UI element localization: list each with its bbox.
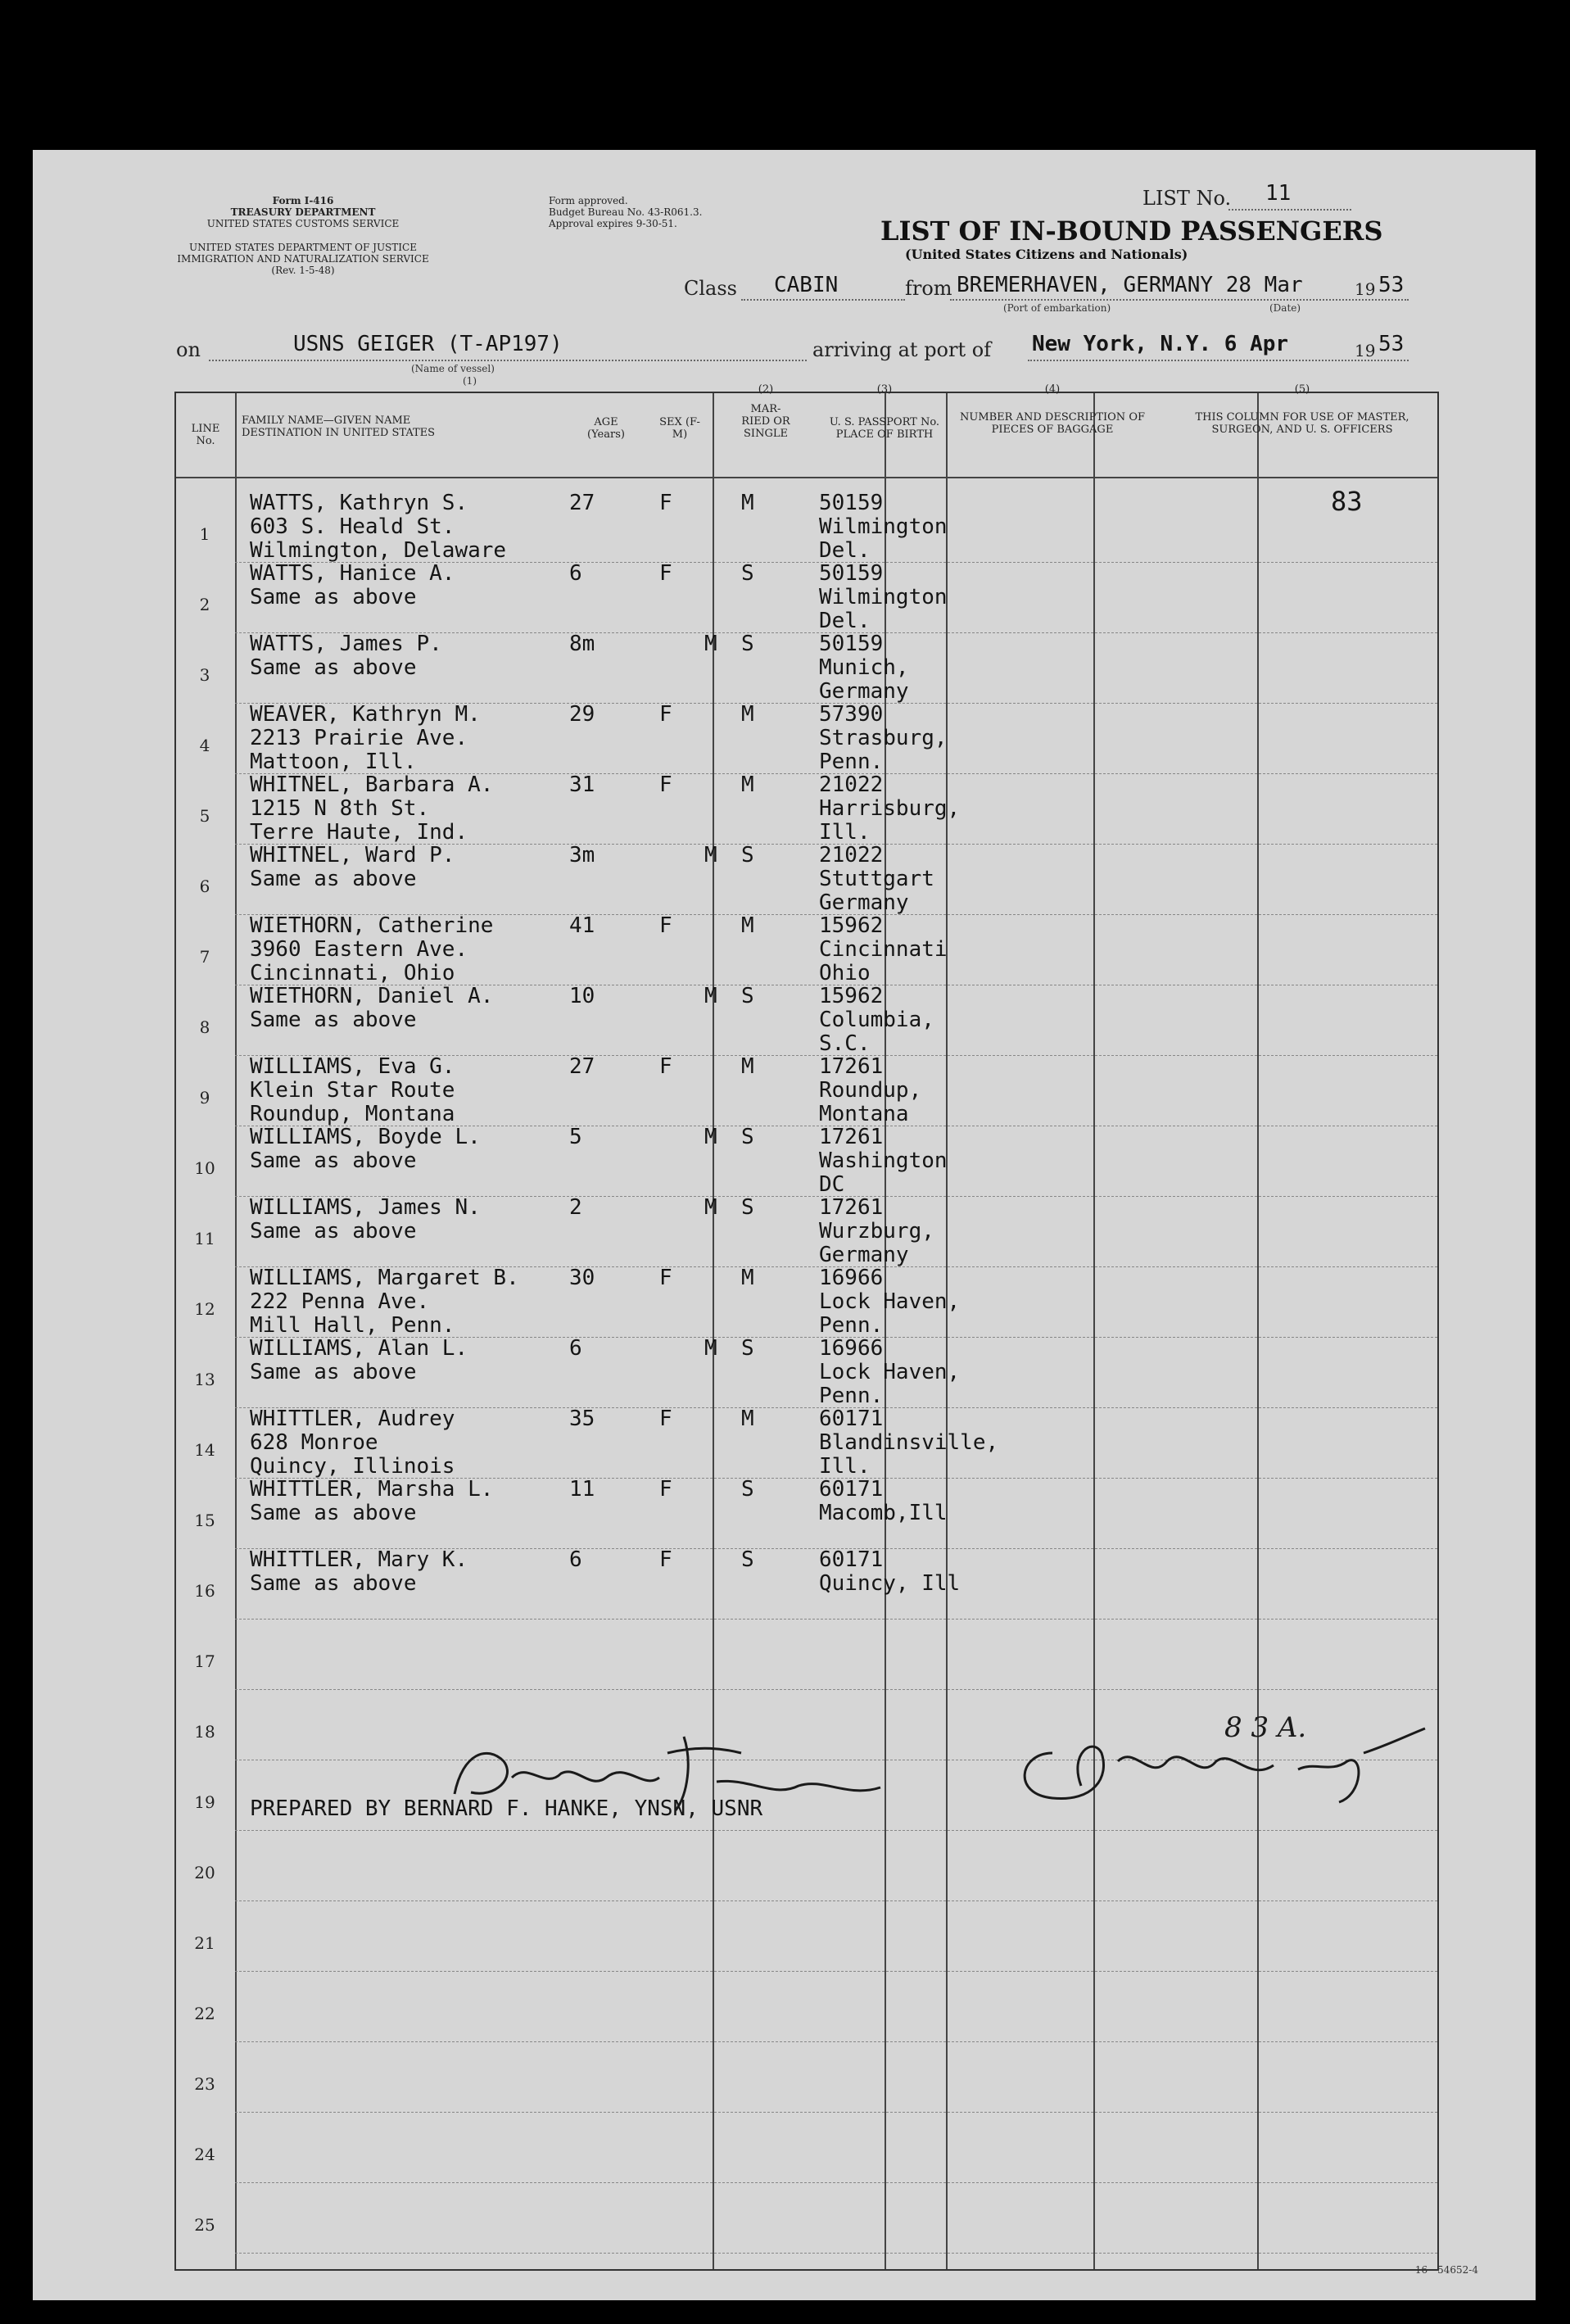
passenger-passport: 17261 Washington DC — [819, 1125, 948, 1197]
list-number: 11 — [1265, 181, 1292, 206]
passenger-passport: 15962 Columbia, S.C. — [819, 984, 934, 1056]
passenger-marital-status: S — [741, 632, 754, 656]
passenger-age: 27 — [569, 491, 595, 515]
col-header-passport-number: (3) — [876, 383, 893, 396]
col-divider — [235, 393, 237, 2269]
passenger-passport: 21022 Stuttgart Germany — [819, 843, 934, 915]
line-number: 20 — [194, 1863, 215, 1882]
passenger-age: 8m — [569, 632, 595, 656]
arrival-value: New York, N.Y. 6 Apr — [1032, 332, 1289, 356]
passenger-sex: F — [659, 1054, 672, 1079]
col-header-passport: U. S. PASSPORT No. PLACE OF BIRTH — [829, 416, 940, 441]
passenger-marital-status: M — [741, 491, 754, 515]
passenger-sex: F — [659, 913, 672, 938]
vessel-col-number: (1) — [463, 375, 477, 387]
passenger-passport: 60171 Blandinsville, Ill. — [819, 1407, 999, 1479]
passenger-passport: 50159 Wilmington Del. — [819, 561, 948, 633]
passenger-age: 31 — [569, 772, 595, 797]
col-header-married: MAR- RIED OR SINGLE — [741, 403, 790, 440]
passenger-marital-status: S — [741, 1477, 754, 1502]
justice-dept: UNITED STATES DEPARTMENT OF JUSTICE — [189, 242, 417, 253]
passenger-name: WHITNEL, Ward P. Same as above — [250, 843, 455, 891]
embarkation-year: 53 — [1378, 273, 1405, 297]
page-title: LIST OF IN-BOUND PASSENGERS — [880, 215, 1383, 247]
passenger-marital-status: S — [741, 561, 754, 586]
line-number: 18 — [194, 1722, 215, 1742]
passenger-sex: M — [704, 843, 717, 868]
passenger-marital-status: S — [741, 1336, 754, 1361]
arriving-label: arriving at port of — [812, 338, 992, 361]
passenger-marital-status: M — [741, 702, 754, 727]
passenger-age: 27 — [569, 1054, 595, 1079]
line-number: 2 — [199, 595, 210, 614]
budget-bureau: Budget Bureau No. 43-R061.3. — [549, 206, 703, 218]
row-rule — [235, 1971, 1437, 1972]
row-rule — [235, 2112, 1437, 2113]
prepared-by: PREPARED BY BERNARD F. HANKE, YNSN, USNR — [250, 1796, 763, 1821]
form-approved: Form approved. — [549, 195, 628, 206]
passenger-passport: 50159 Wilmington Del. — [819, 491, 948, 563]
col-header-officers-number: (5) — [1294, 383, 1310, 396]
officer-note: 83 — [1331, 486, 1363, 517]
passenger-marital-status: M — [741, 1054, 754, 1079]
passenger-list-page — [33, 150, 1536, 2300]
line-number: 24 — [194, 2145, 215, 2164]
line-number: 23 — [194, 2074, 215, 2094]
passenger-marital-status: M — [741, 913, 754, 938]
passenger-age: 35 — [569, 1407, 595, 1431]
line-number: 4 — [199, 736, 210, 755]
line-number: 22 — [194, 2004, 215, 2023]
passenger-sex: M — [704, 632, 717, 656]
row-rule — [235, 1900, 1437, 1901]
customs-service: UNITED STATES CUSTOMS SERVICE — [206, 218, 400, 229]
arrival-year-prefix: 19 — [1355, 341, 1376, 360]
officer-initials: 8 3 A. — [1224, 1711, 1307, 1744]
line-number: 12 — [194, 1299, 215, 1319]
passenger-marital-status: M — [741, 1266, 754, 1290]
passenger-passport: 21022 Harrisburg, Ill. — [819, 772, 961, 845]
class-value: CABIN — [774, 273, 839, 297]
passenger-age: 6 — [569, 1547, 582, 1572]
passenger-passport: 17261 Roundup, Montana — [819, 1054, 922, 1126]
form-number: Form I-416 — [272, 195, 334, 206]
year-prefix: 19 — [1355, 279, 1376, 299]
col-header-line: LINE No. — [191, 423, 220, 447]
passenger-name: WHITTLER, Mary K. Same as above — [250, 1547, 468, 1596]
row-rule — [235, 2041, 1437, 2042]
passenger-age: 30 — [569, 1266, 595, 1290]
col-divider — [1257, 393, 1259, 2269]
passenger-name: WHITTLER, Audrey 628 Monroe Quincy, Illinois — [250, 1407, 455, 1479]
embarkation-value: BREMERHAVEN, GERMANY 28 Mar — [957, 273, 1303, 297]
passenger-name: WILLIAMS, Eva G. Klein Star Route Roundup, Montana — [250, 1054, 455, 1126]
passenger-passport: 50159 Munich, Germany — [819, 632, 909, 704]
line-number: 6 — [199, 877, 210, 896]
page-subtitle: (United States Citizens and Nationals) — [905, 247, 1188, 262]
form-agencies — [172, 195, 434, 229]
passenger-age: 5 — [569, 1125, 582, 1149]
passenger-name: WHITNEL, Barbara A. 1215 N 8th St. Terre Haute, Ind. — [250, 772, 494, 845]
passenger-sex: F — [659, 561, 672, 586]
line-number: 11 — [194, 1229, 215, 1248]
line-number: 7 — [199, 947, 210, 967]
line-number: 25 — [194, 2215, 215, 2235]
passenger-sex: F — [659, 702, 672, 727]
passenger-passport: 16966 Lock Haven, Penn. — [819, 1336, 961, 1408]
passenger-name: WHITTLER, Marsha L. Same as above — [250, 1477, 494, 1525]
passenger-sex: F — [659, 1266, 672, 1290]
passenger-marital-status: S — [741, 984, 754, 1008]
col-divider — [713, 393, 714, 2269]
passenger-name: WATTS, James P. Same as above — [250, 632, 442, 680]
treasury-dept: TREASURY DEPARTMENT — [230, 206, 376, 218]
passenger-name: WIETHORN, Catherine 3960 Eastern Ave. Cincinnati, Ohio — [250, 913, 494, 985]
passenger-sex: F — [659, 772, 672, 797]
from-label: from — [905, 277, 952, 300]
passenger-name: WATTS, Kathryn S. 603 S. Heald St. Wilmington, Delaware — [250, 491, 507, 563]
class-line — [741, 299, 905, 301]
date-caption: (Date) — [1269, 302, 1301, 314]
passenger-passport: 17261 Wurzburg, Germany — [819, 1195, 934, 1267]
line-number: 5 — [199, 806, 210, 826]
passenger-sex: F — [659, 1547, 672, 1572]
arrival-year: 53 — [1378, 332, 1405, 356]
passenger-marital-status: S — [741, 1125, 754, 1149]
class-label: Class — [684, 277, 737, 300]
passenger-name: WIETHORN, Daniel A. Same as above — [250, 984, 494, 1032]
passenger-name: WILLIAMS, Margaret B. 222 Penna Ave. Mill Hall, Penn. — [250, 1266, 519, 1338]
passenger-age: 6 — [569, 561, 582, 586]
line-number: 9 — [199, 1088, 210, 1108]
col-header-baggage-number: (4) — [1044, 383, 1061, 396]
passenger-age: 3m — [569, 843, 595, 868]
immigration-service: IMMIGRATION AND NATURALIZATION SERVICE — [177, 253, 429, 265]
passenger-passport: 57390 Strasburg, Penn. — [819, 702, 948, 774]
line-number: 1 — [199, 524, 210, 544]
vessel-line — [209, 360, 807, 361]
signature-hanke — [438, 1728, 897, 1819]
on-label: on — [176, 338, 201, 361]
col-header-married-number: (2) — [758, 383, 774, 396]
col-header-officers: THIS COLUMN FOR USE OF MASTER, SURGEON, AND U. S. OFFICERS — [1195, 411, 1409, 436]
col-header-name: FAMILY NAME—GIVEN NAME DESTINATION IN UNITED STATES — [242, 415, 436, 439]
passenger-sex: F — [659, 1477, 672, 1502]
passenger-marital-status: S — [741, 843, 754, 868]
form-code: 16—54652-4 — [1414, 2264, 1478, 2276]
passenger-passport: 60171 Quincy, Ill — [819, 1547, 961, 1596]
passenger-marital-status: M — [741, 772, 754, 797]
header-divider — [176, 477, 1437, 478]
col-divider — [1093, 393, 1095, 2269]
line-number: 15 — [194, 1511, 215, 1530]
passenger-age: 29 — [569, 702, 595, 727]
col-header-sex: SEX (F-M) — [659, 416, 700, 441]
passenger-sex: F — [659, 1407, 672, 1431]
col-header-baggage: NUMBER AND DESCRIPTION OF PIECES OF BAGGAGE — [959, 411, 1145, 436]
passenger-marital-status: S — [741, 1195, 754, 1220]
line-number: 14 — [194, 1440, 215, 1460]
from-line — [950, 299, 1409, 301]
form-revision: (Rev. 1-5-48) — [271, 265, 335, 276]
passenger-name: WILLIAMS, Boyde L. Same as above — [250, 1125, 481, 1173]
line-number: 3 — [199, 665, 210, 685]
passenger-sex: M — [704, 1336, 717, 1361]
passenger-marital-status: S — [741, 1547, 754, 1572]
approval-expires: Approval expires 9-30-51. — [549, 218, 677, 229]
passenger-table — [174, 383, 1439, 2271]
passenger-sex: M — [704, 1125, 717, 1149]
passenger-age: 2 — [569, 1195, 582, 1220]
col-header-age: AGE (Years) — [587, 416, 625, 441]
passenger-name: WATTS, Hanice A. Same as above — [250, 561, 455, 609]
passenger-age: 11 — [569, 1477, 595, 1502]
port-caption: (Port of embarkation) — [1003, 302, 1111, 314]
row-rule — [235, 2253, 1437, 2254]
row-rule — [235, 1830, 1437, 1831]
approval-block — [549, 195, 702, 229]
list-number-line — [1228, 209, 1351, 211]
passenger-name: WILLIAMS, Alan L. Same as above — [250, 1336, 468, 1384]
passenger-sex: F — [659, 491, 672, 515]
line-number: 8 — [199, 1017, 210, 1037]
line-number: 19 — [194, 1792, 215, 1812]
passenger-passport: 16966 Lock Haven, Penn. — [819, 1266, 961, 1338]
list-number-label: LIST No. — [1142, 187, 1232, 210]
passenger-age: 6 — [569, 1336, 582, 1361]
passenger-name: WEAVER, Kathryn M. 2213 Prairie Ave. Mattoon, Ill. — [250, 702, 481, 774]
passenger-age: 41 — [569, 913, 595, 938]
passenger-name: WILLIAMS, James N. Same as above — [250, 1195, 481, 1244]
line-number: 16 — [194, 1581, 215, 1601]
justice-block — [172, 242, 434, 276]
line-number: 17 — [194, 1651, 215, 1671]
vessel-caption: (Name of vessel) — [411, 363, 495, 374]
passenger-passport: 15962 Cincinnati Ohio — [819, 913, 948, 985]
passenger-passport: 60171 Macomb,Ill — [819, 1477, 948, 1525]
passenger-marital-status: M — [741, 1407, 754, 1431]
row-rule — [235, 2182, 1437, 2183]
passenger-sex: M — [704, 1195, 717, 1220]
passenger-age: 10 — [569, 984, 595, 1008]
passenger-sex: M — [704, 984, 717, 1008]
line-number: 21 — [194, 1933, 215, 1953]
row-rule — [235, 1689, 1437, 1690]
vessel-name: USNS GEIGER (T-AP197) — [293, 332, 563, 356]
arrival-line — [1028, 360, 1409, 361]
line-number: 10 — [194, 1158, 215, 1178]
row-rule — [235, 1619, 1437, 1620]
line-number: 13 — [194, 1370, 215, 1389]
signature-officer — [1003, 1704, 1429, 1819]
